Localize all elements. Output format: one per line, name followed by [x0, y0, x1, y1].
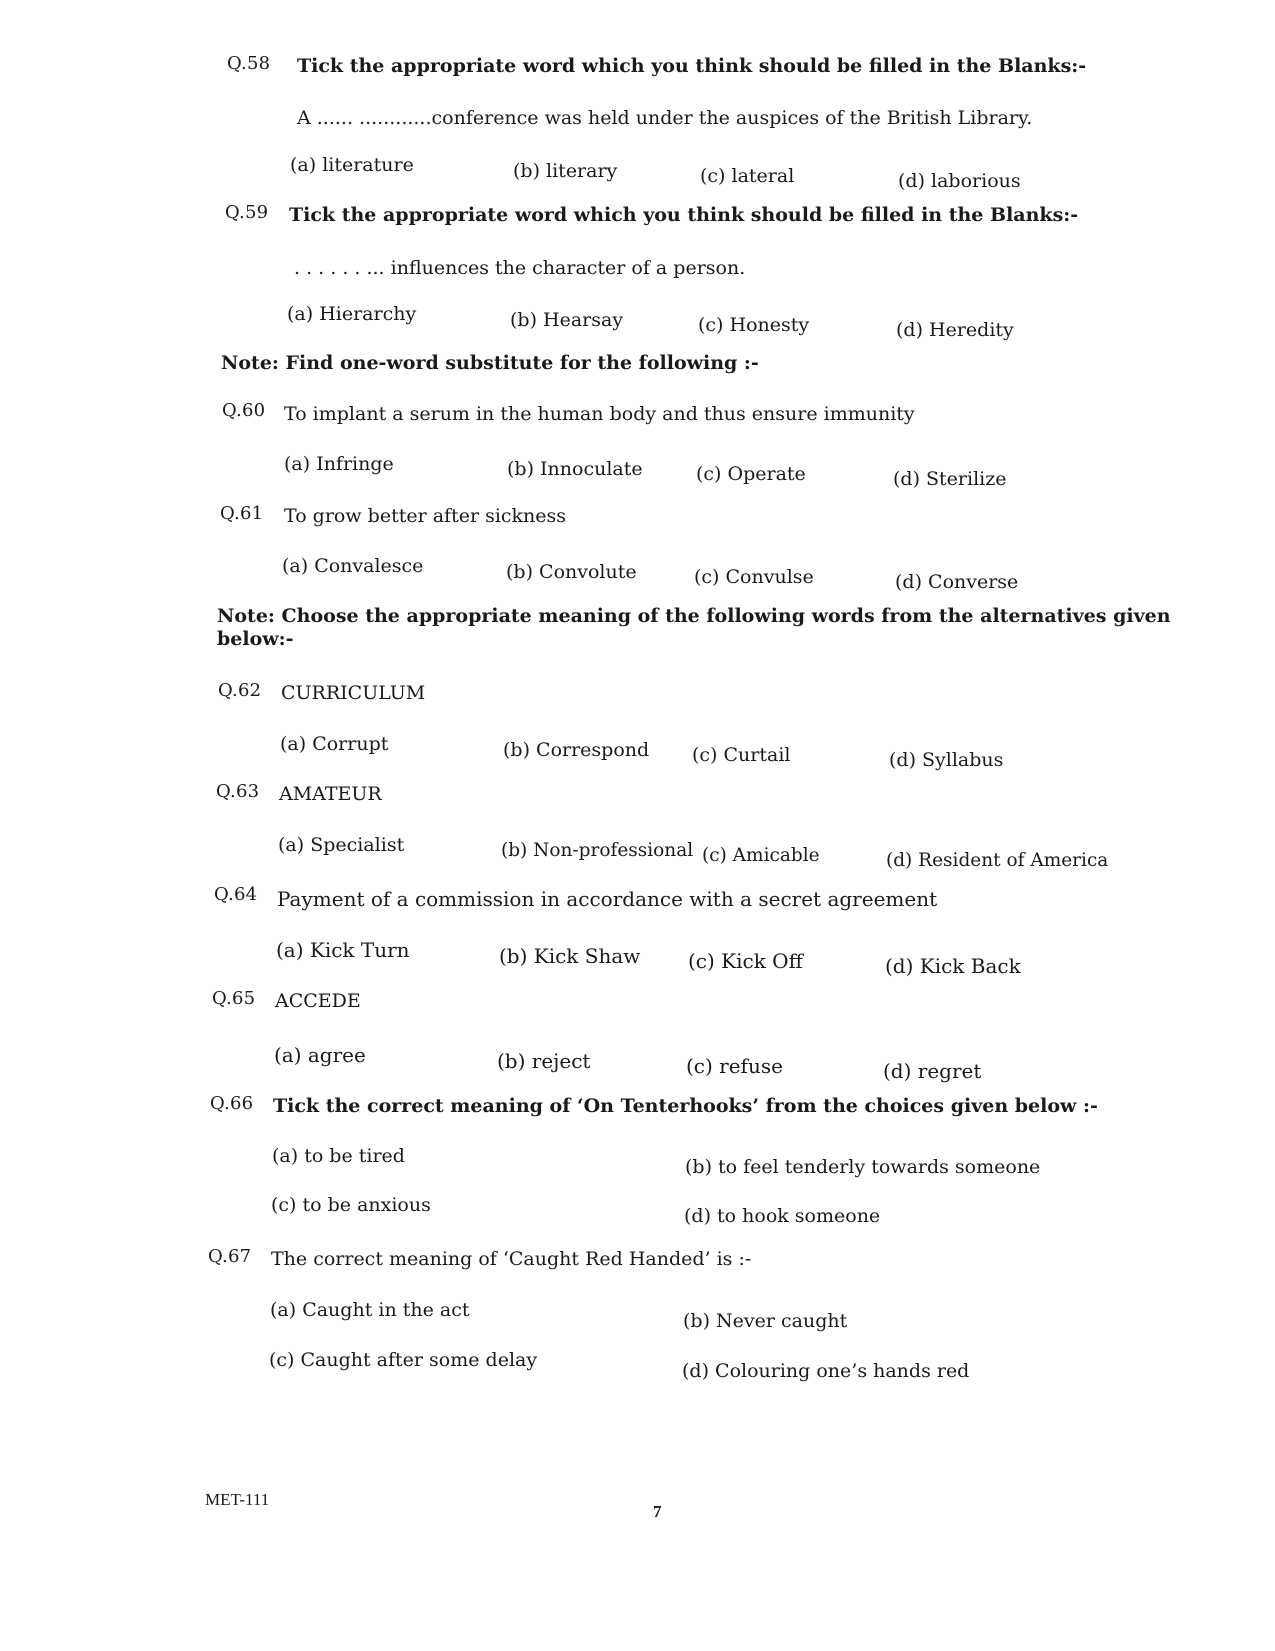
- option-d: (d) to hook someone: [684, 1205, 881, 1227]
- option-d: (d) Colouring one’s hands red: [682, 1360, 970, 1382]
- option-c: (c) Curtail: [692, 744, 791, 766]
- question-word: ACCEDE: [275, 990, 361, 1012]
- option-b: (b) Never caught: [683, 1310, 848, 1332]
- option-c: (c) Amicable: [702, 845, 820, 866]
- option-d: (d) Kick Back: [885, 954, 1021, 978]
- option-d: (d) Sterilize: [893, 468, 1007, 490]
- question-sentence: A ...... ............conference was held under the auspices of the British Library.: [297, 107, 1033, 129]
- question-number: Q.66: [210, 1093, 254, 1114]
- question-number: Q.58: [227, 53, 271, 74]
- option-b: (b) Non-professional: [501, 840, 694, 861]
- option-b: (b) Innoculate: [507, 458, 643, 480]
- option-a: (a) Corrupt: [280, 733, 389, 755]
- note-meaning-continued: below:-: [217, 628, 294, 650]
- question-word: AMATEUR: [279, 783, 382, 805]
- note-meaning: Note: Choose the appropriate meaning of the following words from the alternatives given: [217, 605, 1171, 627]
- question-number: Q.67: [208, 1246, 252, 1267]
- option-c: (c) Honesty: [698, 314, 810, 336]
- option-d: (d) Heredity: [896, 319, 1014, 341]
- question-stem: The correct meaning of ‘Caught Red Handed’ is :-: [271, 1248, 752, 1270]
- option-a: (a) agree: [274, 1043, 366, 1067]
- option-b: (b) Kick Shaw: [499, 944, 641, 968]
- question-stem: To implant a serum in the human body and thus ensure immunity: [284, 403, 915, 425]
- question-number: Q.65: [212, 988, 256, 1009]
- option-d: (d) regret: [883, 1059, 982, 1083]
- page-number: 7: [653, 1502, 662, 1521]
- option-d: (d) laborious: [898, 170, 1021, 192]
- option-b: (b) literary: [513, 160, 618, 182]
- option-a: (a) to be tired: [272, 1145, 405, 1167]
- question-number: Q.64: [214, 884, 258, 905]
- option-b: (b) to feel tenderly towards someone: [685, 1156, 1041, 1178]
- question-stem: Tick the appropriate word which you think should be filled in the Blanks:-: [297, 55, 1087, 77]
- option-d: (d) Converse: [895, 571, 1019, 593]
- option-b: (b) Convolute: [506, 561, 637, 583]
- option-a: (a) Infringe: [284, 453, 394, 475]
- question-sentence: . . . . . . ... influences the character of a person.: [294, 257, 746, 279]
- option-a: (a) Specialist: [278, 834, 405, 856]
- option-c: (c) to be anxious: [271, 1194, 431, 1216]
- option-a: (a) Kick Turn: [276, 938, 410, 962]
- question-stem: Payment of a commission in accordance with a secret agreement: [277, 887, 938, 911]
- option-b: (b) reject: [497, 1049, 591, 1073]
- note-one-word: Note: Find one-word substitute for the following :-: [221, 352, 759, 374]
- question-number: Q.63: [216, 781, 260, 802]
- question-number: Q.62: [218, 680, 262, 701]
- option-c: (c) Convulse: [694, 566, 814, 588]
- question-stem: Tick the appropriate word which you think should be filled in the Blanks:-: [289, 204, 1079, 226]
- option-a: (a) Caught in the act: [270, 1299, 470, 1321]
- question-stem: To grow better after sickness: [284, 505, 567, 527]
- question-number: Q.61: [220, 503, 264, 524]
- option-c: (c) Caught after some delay: [269, 1349, 538, 1371]
- option-b: (b) Hearsay: [510, 309, 624, 331]
- option-a: (a) Hierarchy: [287, 303, 417, 325]
- option-c: (c) refuse: [686, 1054, 783, 1078]
- option-d: (d) Resident of America: [886, 850, 1109, 871]
- option-c: (c) Kick Off: [688, 949, 803, 973]
- question-number: Q.59: [225, 202, 269, 223]
- option-c: (c) lateral: [700, 165, 795, 187]
- option-d: (d) Syllabus: [889, 749, 1004, 771]
- question-stem: Tick the correct meaning of ‘On Tenterhooks’ from the choices given below :-: [273, 1095, 1098, 1117]
- question-word: CURRICULUM: [281, 682, 426, 704]
- option-c: (c) Operate: [696, 463, 806, 485]
- document-code: MET-111: [205, 1490, 270, 1509]
- question-number: Q.60: [222, 400, 266, 421]
- option-a: (a) Convalesce: [282, 555, 424, 577]
- option-a: (a) literature: [290, 154, 414, 176]
- option-b: (b) Correspond: [503, 739, 650, 761]
